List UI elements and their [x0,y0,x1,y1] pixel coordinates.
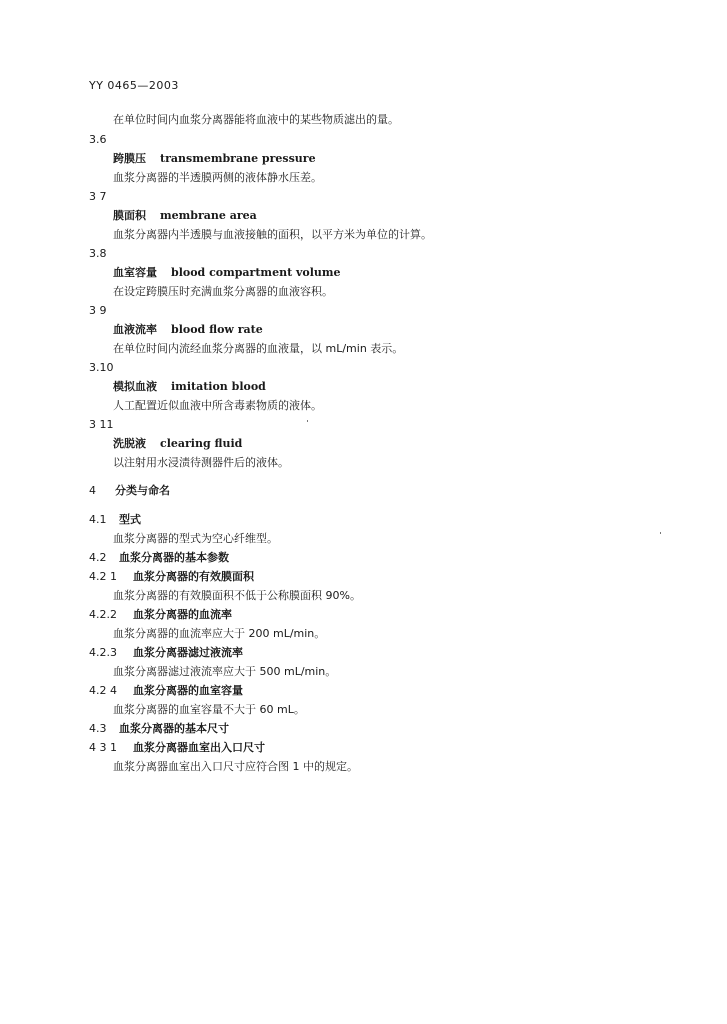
subsection-number: 4.2 1 [89,570,117,583]
subsection-title: 型式 [119,513,141,526]
term-heading [113,266,341,280]
subsection-heading [89,608,232,622]
subsection-number: 4.2 [89,551,107,564]
subsection-number: 4.2 4 [89,684,117,697]
subsection-title: 血浆分离器滤过液流率 [133,646,243,659]
subsection-number: 4 3 1 [89,741,117,754]
term-heading [113,209,257,223]
clause-number: 3.10 [89,361,114,374]
scan-speck [307,420,308,422]
term-zh: 洗脱液 [113,437,146,450]
definition-text: 血浆分离器的半透膜两侧的液体静水压差。 [113,171,322,184]
definition-text: 人工配置近似血液中所含毒素物质的液体。 [113,399,322,412]
subsection-heading [89,722,229,736]
clause-number: 3 11 [89,418,114,431]
definition-text: 在设定跨膜压时充满血浆分离器的血液容积。 [113,285,333,298]
term-en: transmembrane pressure [160,152,316,165]
section-title: 分类与命名 [115,484,170,497]
subsection-number: 4.3 [89,722,107,735]
clause-number: 3.8 [89,247,107,260]
term-zh: 模拟血液 [113,380,157,393]
subsection-heading [89,741,265,755]
term-heading [113,380,266,394]
term-zh: 膜面积 [113,209,146,222]
definition-text: 血浆分离器内半透膜与血液接触的面积，以平方米为单位的计算。 [113,228,432,241]
clause-number: 3.6 [89,133,107,146]
term-heading [113,323,263,337]
term-en: membrane area [160,209,257,222]
subsection-text: 血浆分离器的血室容量不大于 60 mL。 [113,703,305,716]
subsection-number: 4.2.3 [89,646,117,659]
subsection-heading [89,684,243,698]
section-number: 4 [89,484,96,497]
definition-text: 以注射用水浸渍待测器件后的液体。 [113,456,289,469]
subsection-title: 血浆分离器的有效膜面积 [133,570,254,583]
subsection-text: 血浆分离器的有效膜面积不低于公称膜面积 90%。 [113,589,361,602]
subsection-title: 血浆分离器的基本尺寸 [119,722,229,735]
subsection-text: 血浆分离器血室出入口尺寸应符合图 1 中的规定。 [113,760,358,773]
term-zh: 跨膜压 [113,152,146,165]
term-heading [113,437,242,451]
clause-number: 3 7 [89,190,107,203]
subsection-title: 血浆分离器的血室容量 [133,684,243,697]
term-zh: 血液流率 [113,323,157,336]
subsection-title: 血浆分离器的基本参数 [119,551,229,564]
section-heading [89,484,170,498]
subsection-text: 血浆分离器滤过液流率应大于 500 mL/min。 [113,665,337,678]
definition-text: 在单位时间内流经血浆分离器的血液量，以 mL/min 表示。 [113,342,404,355]
continuation-text: 在单位时间内血浆分离器能将血液中的某些物质滤出的量。 [113,113,399,126]
document-id: YY 0465—2003 [89,79,179,92]
term-heading [113,152,316,166]
subsection-number: 4.1 [89,513,107,526]
subsection-heading [89,513,141,527]
subsection-heading [89,646,243,660]
term-en: imitation blood [171,380,266,393]
subsection-text: 血浆分离器的血流率应大于 200 mL/min。 [113,627,326,640]
scan-speck [660,532,661,534]
subsection-title: 血浆分离器血室出入口尺寸 [133,741,265,754]
term-zh: 血室容量 [113,266,157,279]
term-en: clearing fluid [160,437,243,450]
subsection-title: 血浆分离器的血流率 [133,608,232,621]
subsection-heading [89,570,254,584]
term-en: blood compartment volume [171,266,341,279]
subsection-heading [89,551,229,565]
clause-number: 3 9 [89,304,107,317]
subsection-text: 血浆分离器的型式为空心纤维型。 [113,532,278,545]
term-en: blood flow rate [171,323,263,336]
subsection-number: 4.2.2 [89,608,117,621]
